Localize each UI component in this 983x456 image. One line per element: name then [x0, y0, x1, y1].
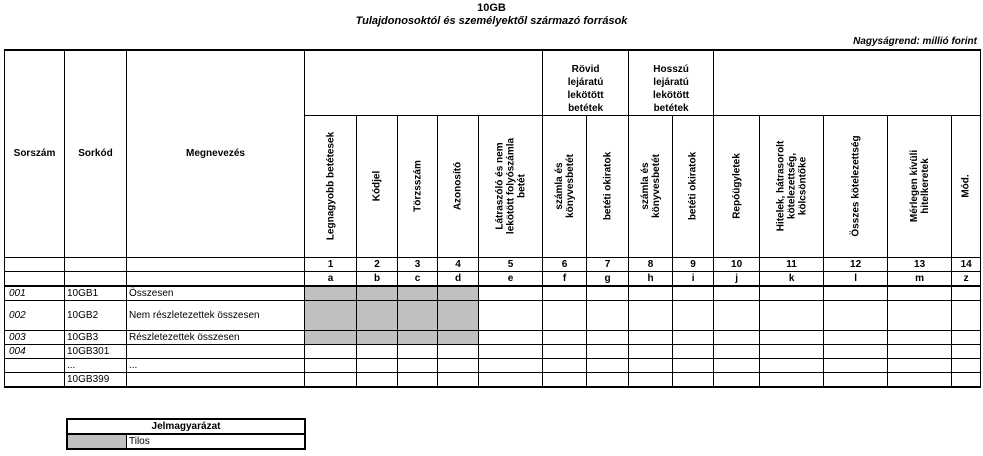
row-sorszam: 001	[5, 286, 65, 301]
data-cell[interactable]	[398, 300, 438, 330]
col-header-14	[952, 115, 981, 257]
col-header-text: Összes kötelezettség	[850, 135, 862, 237]
data-cell[interactable]	[479, 344, 543, 358]
data-cell[interactable]	[888, 330, 952, 344]
col-header-4	[438, 115, 479, 257]
data-cell[interactable]	[824, 372, 888, 387]
data-cell[interactable]	[760, 330, 824, 344]
data-cell[interactable]	[714, 286, 760, 301]
data-cell[interactable]	[587, 330, 629, 344]
data-cell[interactable]	[438, 330, 479, 344]
data-cell[interactable]	[888, 344, 952, 358]
col-header-2	[357, 115, 398, 257]
data-cell[interactable]	[714, 330, 760, 344]
data-cell[interactable]	[305, 300, 357, 330]
data-cell[interactable]	[952, 286, 981, 301]
col-header-text: könyvesbetét	[564, 154, 576, 218]
row-megnevezes: Részletezettek összesen	[127, 330, 305, 344]
data-cell[interactable]	[824, 300, 888, 330]
data-cell[interactable]	[357, 330, 398, 344]
col-header-11	[760, 115, 824, 257]
col-header-text: Törzsszám	[412, 160, 423, 212]
group-header-empty-1	[305, 50, 543, 115]
col-number: 6	[543, 257, 587, 271]
col-number: 14	[952, 257, 981, 271]
legend-gray-swatch	[67, 434, 127, 449]
data-cell[interactable]	[305, 330, 357, 344]
col-header-sorkod: Sorkód	[65, 50, 127, 257]
group-hosszu-line: betétek	[653, 102, 689, 114]
data-cell[interactable]	[479, 300, 543, 330]
col-header-text: könyvesbetét	[650, 154, 662, 218]
col-letter: e	[479, 271, 543, 286]
data-cell[interactable]	[479, 330, 543, 344]
data-cell[interactable]	[629, 300, 673, 330]
row-sorkod: 10GB3	[65, 330, 127, 344]
data-cell[interactable]	[305, 358, 357, 372]
row-sorkod: 10GB2	[65, 300, 127, 330]
data-cell[interactable]	[673, 372, 714, 387]
data-cell[interactable]	[398, 344, 438, 358]
data-cell[interactable]	[952, 330, 981, 344]
data-cell[interactable]	[357, 286, 398, 301]
row-sorkod: 10GB301	[65, 344, 127, 358]
group-hosszu-line: lekötött	[653, 89, 690, 101]
col-header-megnevezes: Megnevezés	[127, 50, 305, 257]
col-header-text: kölcsöntőke	[797, 156, 809, 216]
col-letter: j	[714, 271, 760, 286]
data-cell[interactable]	[952, 344, 981, 358]
col-header-5	[479, 115, 543, 257]
legend-gray-label: Tilos	[127, 434, 306, 449]
data-cell[interactable]	[438, 286, 479, 301]
table-row	[5, 358, 981, 372]
col-number: 7	[587, 257, 629, 271]
group-rovid-line: lejáratú	[567, 76, 604, 88]
data-cell[interactable]	[824, 344, 888, 358]
data-cell[interactable]	[673, 358, 714, 372]
data-cell[interactable]	[543, 344, 587, 358]
row-megnevezes	[127, 372, 305, 387]
data-cell[interactable]	[760, 286, 824, 301]
group-header-empty-2	[714, 50, 981, 115]
row-sorkod: ...	[65, 358, 127, 372]
col-header-text: Hitelek, hátrasorolt	[775, 140, 787, 232]
row-sorszam: 002	[5, 300, 65, 330]
data-cell[interactable]	[629, 344, 673, 358]
col-letter: b	[357, 271, 398, 286]
row-megnevezes	[127, 344, 305, 358]
col-number: 2	[357, 257, 398, 271]
col-letter: m	[888, 271, 952, 286]
data-cell[interactable]	[952, 372, 981, 387]
data-cell[interactable]	[305, 344, 357, 358]
data-cell[interactable]	[673, 344, 714, 358]
table-row	[5, 330, 981, 344]
data-cell[interactable]	[824, 330, 888, 344]
unit-label: Nagyságrend: millió forint	[853, 36, 977, 47]
col-number: 5	[479, 257, 543, 271]
row-megnevezes: Összesen	[127, 286, 305, 301]
col-header-3	[398, 115, 438, 257]
col-header-sorszam: Sorszám	[5, 50, 65, 257]
col-header-8	[629, 115, 673, 257]
data-cell[interactable]	[824, 358, 888, 372]
col-letter: f	[543, 271, 587, 286]
data-cell[interactable]	[824, 286, 888, 301]
col-letter: g	[587, 271, 629, 286]
row-sorszam	[5, 358, 65, 372]
data-cell[interactable]	[888, 300, 952, 330]
col-header-text: kötelezettség,	[786, 152, 798, 220]
col-letter: z	[952, 271, 981, 286]
data-cell[interactable]	[357, 300, 398, 330]
row-sorkod: 10GB399	[65, 372, 127, 387]
col-header-text: hitelkeretek	[919, 158, 931, 214]
col-letter: i	[673, 271, 714, 286]
col-header-text: Mérlegen kívüli	[908, 149, 920, 223]
data-cell[interactable]	[479, 286, 543, 301]
data-cell[interactable]	[543, 372, 587, 387]
col-header-text: betéti okiratok	[687, 151, 699, 221]
data-cell[interactable]	[305, 372, 357, 387]
data-cell[interactable]	[888, 372, 952, 387]
col-header-text: számla és	[553, 162, 565, 210]
col-header-text: Kódjel	[371, 170, 383, 202]
data-cell[interactable]	[438, 344, 479, 358]
data-cell[interactable]	[587, 344, 629, 358]
group-header-hosszu	[629, 50, 714, 115]
data-cell[interactable]	[673, 286, 714, 301]
data-cell[interactable]	[673, 300, 714, 330]
col-header-7	[587, 115, 629, 257]
col-letter: d	[438, 271, 479, 286]
col-header-9	[673, 115, 714, 257]
data-cell[interactable]	[438, 372, 479, 387]
col-number: 4	[438, 257, 479, 271]
data-cell[interactable]	[357, 372, 398, 387]
data-cell[interactable]	[760, 300, 824, 330]
row-sorszam: 003	[5, 330, 65, 344]
data-cell[interactable]	[398, 358, 438, 372]
group-rovid-line: Rövid	[571, 63, 600, 75]
data-cell[interactable]	[714, 344, 760, 358]
col-header-text: Látraszóló és nem	[494, 142, 506, 230]
col-letter: a	[305, 271, 357, 286]
row-megnevezes: Nem részletezettek összesen	[127, 300, 305, 330]
col-number: 11	[760, 257, 824, 271]
group-hosszu-line: Hosszú	[653, 63, 689, 75]
data-table	[4, 49, 981, 388]
col-header-text: betét	[516, 174, 528, 198]
col-letter: c	[398, 271, 438, 286]
data-cell[interactable]	[587, 286, 629, 301]
data-cell[interactable]	[543, 330, 587, 344]
col-number: 8	[629, 257, 673, 271]
group-hosszu-line: lejáratú	[653, 76, 689, 88]
col-header-text: Mód.	[960, 174, 972, 198]
col-number: 3	[398, 257, 438, 271]
table-code: 10GB	[477, 2, 506, 14]
data-cell[interactable]	[587, 372, 629, 387]
data-cell[interactable]	[760, 344, 824, 358]
data-cell[interactable]	[888, 286, 952, 301]
data-cell[interactable]	[952, 358, 981, 372]
table-subtitle: Tulajdonosoktól és személyektől származó források	[355, 15, 628, 27]
col-header-text: Legnagyobb betétesek	[325, 131, 336, 241]
col-letter: h	[629, 271, 673, 286]
col-number: 9	[673, 257, 714, 271]
data-cell[interactable]	[952, 300, 981, 330]
data-cell[interactable]	[629, 330, 673, 344]
data-cell[interactable]	[438, 300, 479, 330]
data-cell[interactable]	[543, 358, 587, 372]
data-cell[interactable]	[398, 372, 438, 387]
data-cell[interactable]	[714, 300, 760, 330]
data-cell[interactable]	[714, 358, 760, 372]
col-letter: k	[760, 271, 824, 286]
data-cell[interactable]	[479, 358, 543, 372]
row-sorkod: 10GB1	[65, 286, 127, 301]
data-cell[interactable]	[629, 286, 673, 301]
data-cell[interactable]	[587, 358, 629, 372]
table-row	[5, 372, 981, 387]
col-header-text: számla és	[639, 162, 651, 210]
group-rovid-line: lekötött	[567, 89, 604, 101]
data-cell[interactable]	[714, 372, 760, 387]
data-cell[interactable]	[305, 286, 357, 301]
data-cell[interactable]	[543, 300, 587, 330]
col-header-13	[888, 115, 952, 257]
row-sorszam	[5, 372, 65, 387]
row-sorszam: 004	[5, 344, 65, 358]
table-row	[5, 344, 981, 358]
col-number: 12	[824, 257, 888, 271]
col-number: 1	[305, 257, 357, 271]
col-header-text: lekötött folyószámla	[505, 137, 517, 235]
col-header-1	[305, 115, 357, 257]
group-rovid-line: betétek	[568, 102, 604, 114]
legend-title: Jelmagyarázat	[67, 419, 305, 434]
col-header-text: Azonosító	[452, 161, 464, 211]
data-cell[interactable]	[543, 286, 587, 301]
col-number: 10	[714, 257, 760, 271]
data-cell[interactable]	[587, 300, 629, 330]
table-row	[5, 286, 981, 301]
col-letter: l	[824, 271, 888, 286]
data-cell[interactable]	[357, 344, 398, 358]
col-header-12	[824, 115, 888, 257]
data-cell[interactable]	[760, 372, 824, 387]
col-number: 13	[888, 257, 952, 271]
row-megnevezes: ...	[127, 358, 305, 372]
group-header-rovid	[543, 50, 629, 115]
col-header-10	[714, 115, 760, 257]
data-cell[interactable]	[357, 358, 398, 372]
data-cell[interactable]	[629, 372, 673, 387]
col-header-text: betéti okiratok	[602, 151, 614, 221]
table-row	[5, 300, 981, 330]
data-cell[interactable]	[629, 358, 673, 372]
data-cell[interactable]	[398, 330, 438, 344]
data-cell[interactable]	[438, 358, 479, 372]
data-cell[interactable]	[888, 358, 952, 372]
data-cell[interactable]	[398, 286, 438, 301]
data-cell[interactable]	[479, 372, 543, 387]
col-header-6	[543, 115, 587, 257]
legend	[66, 418, 306, 450]
data-cell[interactable]	[673, 330, 714, 344]
data-cell[interactable]	[760, 358, 824, 372]
col-header-text: Repóügyletek	[731, 153, 743, 219]
